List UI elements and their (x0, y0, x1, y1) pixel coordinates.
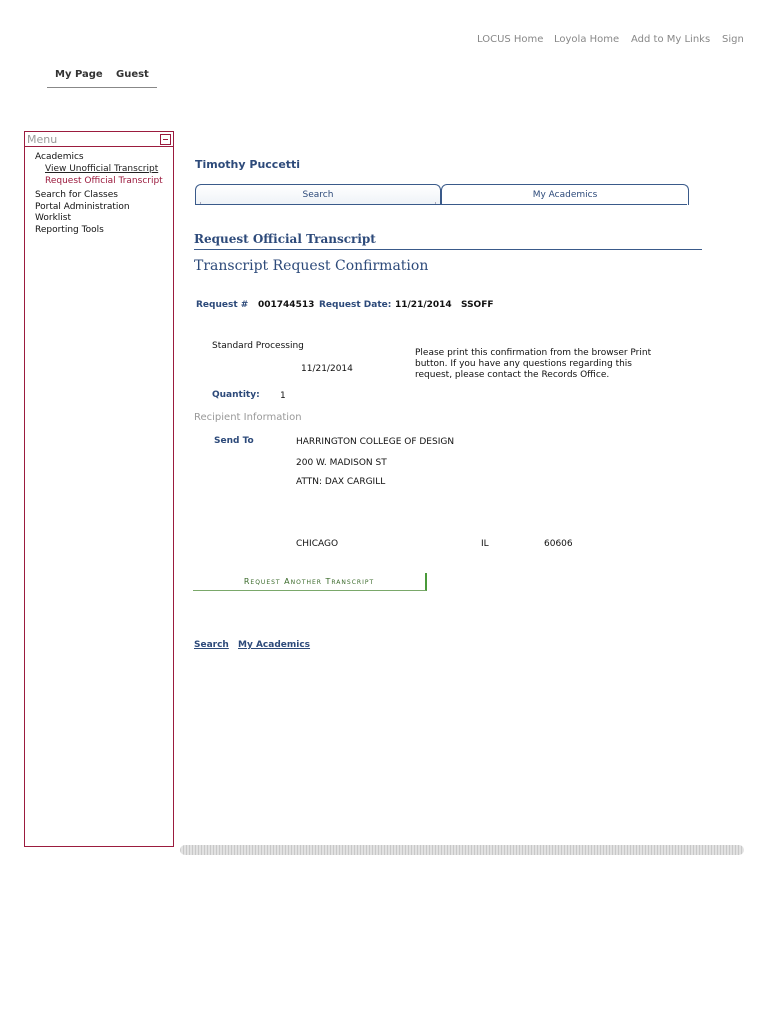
print-instructions: Please print this confirmation from the browser Print button. If you have any questions regarding this request, please contact the Records Office. (415, 348, 652, 380)
send-to-label: Send To (214, 436, 254, 446)
request-another-transcript-button[interactable]: Request Another Transcript (193, 573, 427, 591)
request-date-value: 11/21/2014 (395, 300, 452, 310)
menu-item-search-for-classes[interactable]: Search for Classes (35, 190, 118, 200)
guest-label: Guest (116, 69, 149, 80)
page-subtitle: Transcript Request Confirmation (194, 258, 429, 274)
processing-date: 11/21/2014 (301, 364, 353, 374)
request-number-label: Request # (196, 300, 249, 310)
recipient-section-title: Recipient Information (194, 412, 302, 423)
collapse-icon[interactable] (160, 134, 171, 145)
recipient-address-line1: 200 W. MADISON ST (296, 458, 387, 468)
add-to-my-links-link[interactable]: Add to My Links (631, 34, 711, 45)
recipient-state: IL (481, 539, 489, 549)
request-date-label: Request Date: (319, 300, 392, 310)
menu-item-worklist[interactable]: Worklist (35, 213, 72, 223)
quantity-label: Quantity: (212, 390, 260, 400)
recipient-city: CHICAGO (296, 539, 339, 549)
my-page-link[interactable]: My Page (55, 69, 103, 80)
menu-divider (25, 146, 173, 147)
tab-my-academics[interactable]: My Academics (441, 184, 689, 205)
menu-item-reporting-tools[interactable]: Reporting Tools (35, 225, 104, 235)
header-divider (194, 249, 702, 250)
recipient-zip: 60606 (544, 539, 573, 549)
menu-item-view-unofficial-transcript[interactable]: View Unofficial Transcript (45, 164, 159, 174)
top-links-bar (0, 34, 768, 50)
bottom-my-academics-link[interactable]: My Academics (238, 640, 311, 650)
menu-item-request-official-transcript[interactable]: Request Official Transcript (45, 176, 163, 186)
student-name: Timothy Puccetti (195, 158, 301, 171)
request-code-value: SSOFF (461, 300, 494, 310)
quantity-value: 1 (280, 391, 286, 401)
bottom-search-link[interactable]: Search (194, 640, 229, 650)
sign-out-link[interactable]: Sign (722, 34, 744, 45)
menu-title: Menu (27, 133, 58, 146)
loyola-home-link[interactable]: Loyola Home (554, 34, 620, 45)
recipient-address-line2: ATTN: DAX CARGILL (296, 477, 386, 487)
horizontal-scrollbar[interactable] (180, 845, 744, 855)
menu-item-portal-administration[interactable]: Portal Administration (35, 202, 130, 212)
recipient-name: HARRINGTON COLLEGE OF DESIGN (296, 437, 455, 447)
mypage-bar (47, 69, 157, 88)
tab-search[interactable]: Search (195, 184, 441, 205)
request-number-value: 001744513 (258, 300, 315, 310)
menu-panel (24, 131, 174, 847)
page-title: Request Official Transcript (194, 232, 376, 246)
menu-item-academics[interactable]: Academics (35, 152, 84, 162)
processing-type: Standard Processing (212, 341, 304, 351)
tab-divider (195, 204, 687, 205)
locus-home-link[interactable]: LOCUS Home (477, 34, 544, 45)
